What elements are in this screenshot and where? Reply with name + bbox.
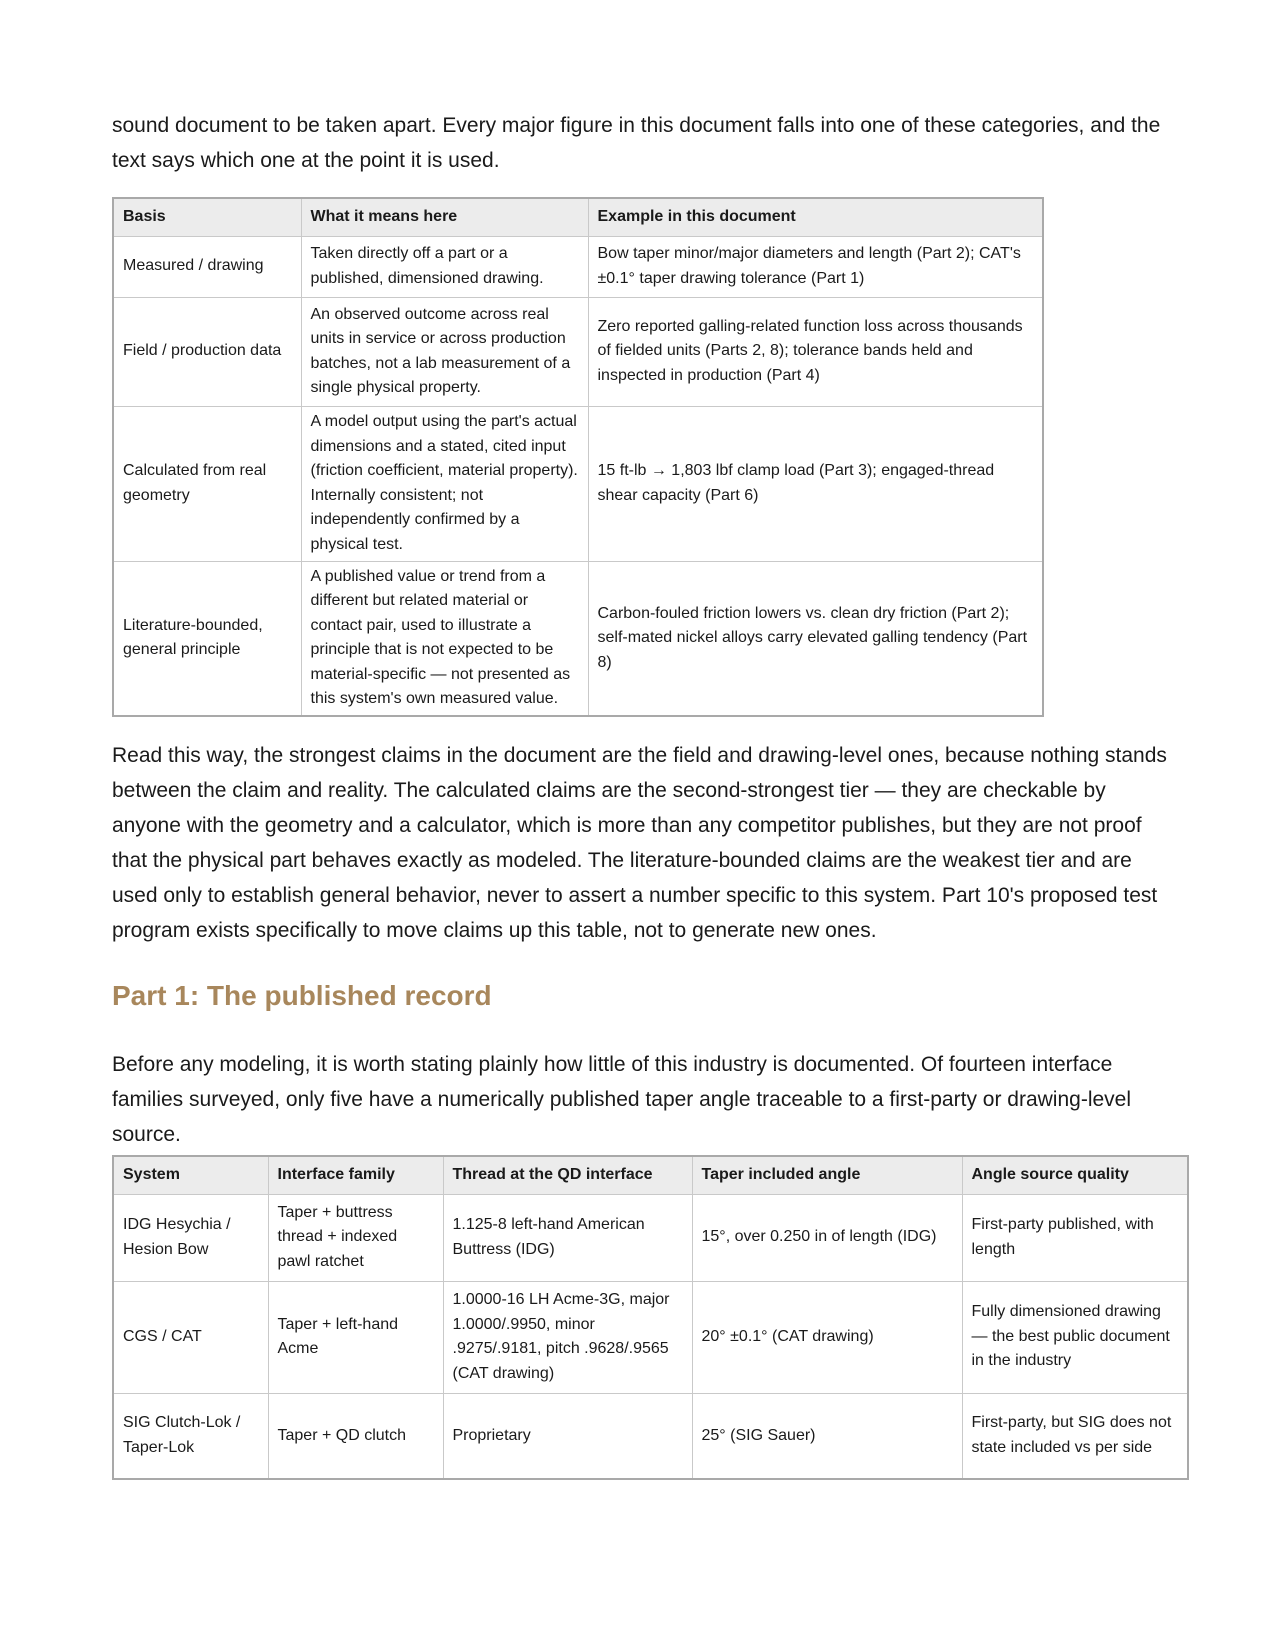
table-row (113, 1194, 1188, 1281)
table-row (113, 236, 1043, 297)
table-header-row (113, 1156, 1188, 1194)
table-cell: 1.125-8 left-hand American Buttress (IDG) (443, 1194, 692, 1281)
table-row (113, 1281, 1188, 1393)
table-cell: Measured / drawing (113, 236, 301, 297)
table-cell: Literature-bounded, general principle (113, 561, 301, 716)
part1-paragraph: Before any modeling, it is worth stating plainly how little of this industry is documented. Of fourteen interface families surveyed, only five have a numerically published taper angle traceable to a first-party or drawing-level source. (112, 1053, 1132, 1146)
table-cell: Taper + left-hand Acme (268, 1281, 443, 1393)
table-cell: 25° (SIG Sauer) (692, 1393, 962, 1479)
column-header: What it means here (301, 198, 588, 236)
table-cell: Taper + QD clutch (268, 1393, 443, 1479)
column-header: System (113, 1156, 268, 1194)
table-row (113, 297, 1043, 406)
table-cell: 15°, over 0.250 in of length (IDG) (692, 1194, 962, 1281)
table-cell: SIG Clutch-Lok / Taper-Lok (113, 1393, 268, 1479)
table-cell: 15 ft-lb → 1,803 lbf clamp load (Part 3); engaged-thread shear capacity (Part 6) (588, 406, 1043, 561)
table-cell: Carbon-fouled friction lowers vs. clean dry friction (Part 2); self-mated nickel alloys carry elevated galling tendency (Part 8) (588, 561, 1043, 716)
table-cell: Taper + buttress thread + indexed pawl ratchet (268, 1194, 443, 1281)
table-cell: Taken directly off a part or a published, dimensioned drawing. (301, 236, 588, 297)
table-cell: Field / production data (113, 297, 301, 406)
table-cell: 20° ±0.1° (CAT drawing) (692, 1281, 962, 1393)
table-cell: An observed outcome across real units in service or across production batches, not a lab measurement of a single physical property. (301, 297, 588, 406)
table-row (113, 406, 1043, 561)
column-header: Interface family (268, 1156, 443, 1194)
intro-paragraph: sound document to be taken apart. Every major figure in this document falls into one of these categories, and the text says which one at the point it is used. (112, 114, 1161, 172)
evidence-basis-table (112, 197, 1044, 717)
table-cell: First-party published, with length (962, 1194, 1188, 1281)
table-cell: Proprietary (443, 1393, 692, 1479)
table-cell: Bow taper minor/major diameters and length (Part 2); CAT's ±0.1° taper drawing tolerance (Part 1) (588, 236, 1043, 297)
table-row (113, 1393, 1188, 1479)
table-cell: A published value or trend from a different but related material or contact pair, used to illustrate a principle that is not expected to be material-specific — not presented as this system's own measured value. (301, 561, 588, 716)
table-cell: Calculated from real geometry (113, 406, 301, 561)
table-cell: First-party, but SIG does not state included vs per side (962, 1393, 1188, 1479)
table-cell: 1.0000-16 LH Acme-3G, major 1.0000/.9950, minor .9275/.9181, pitch .9628/.9565 (CAT drawing) (443, 1281, 692, 1393)
table-cell: Zero reported galling-related function loss across thousands of fielded units (Parts 2, 8); tolerance bands held and inspected in production (Part 4) (588, 297, 1043, 406)
section-heading: Part 1: The published record (112, 980, 492, 1011)
column-header: Angle source quality (962, 1156, 1188, 1194)
table-cell: Fully dimensioned drawing — the best public document in the industry (962, 1281, 1188, 1393)
table-row (113, 561, 1043, 716)
column-header: Thread at the QD interface (443, 1156, 692, 1194)
table-cell: CGS / CAT (113, 1281, 268, 1393)
table-header-row (113, 198, 1043, 236)
column-header: Taper included angle (692, 1156, 962, 1194)
column-header: Example in this document (588, 198, 1043, 236)
column-header: Basis (113, 198, 301, 236)
table-cell: IDG Hesychia / Hesion Bow (113, 1194, 268, 1281)
reading-paragraph: Read this way, the strongest claims in the document are the field and drawing-level ones, because nothing stands between the claim and reality. The calculated claims are the second-strongest tier — they are checkable by anyone with the geometry and a calculator, which is more than any competitor publishes, but they are not proof that the physical part behaves exactly as modeled. The literature-bounded claims are the weakest tier and are used only to establish general behavior, never to assert a number specific to this system. Part 10's proposed test program exists specifically to move claims up this table, not to generate new ones. (112, 744, 1167, 942)
table-cell: A model output using the part's actual dimensions and a stated, cited input (friction coefficient, material property). Internally consistent; not independently confirmed by a physical test. (301, 406, 588, 561)
published-record-table (112, 1155, 1189, 1480)
